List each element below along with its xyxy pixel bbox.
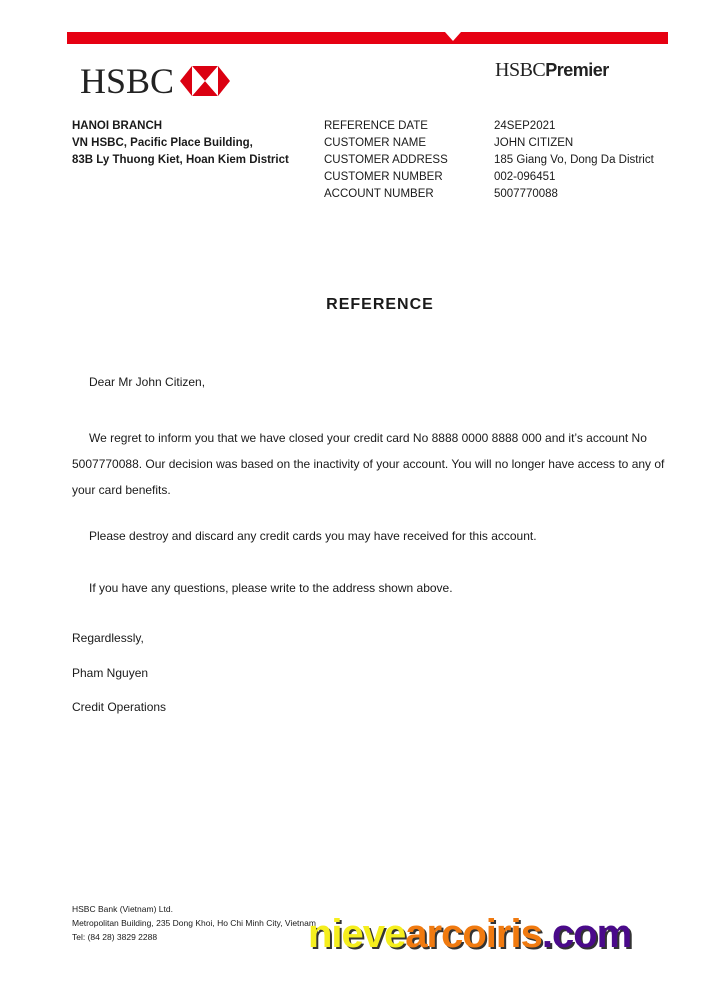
watermark [308,914,631,954]
premier-brand: HSBC [495,59,546,81]
header-red-bar [67,32,668,44]
footer-address-line: Metropolitan Building, 235 Dong Khoi, Ho Chi Minh City, Vietnam [72,918,316,928]
watermark-part-2: arcoiris [405,912,542,956]
premier-suffix: Premier [545,60,609,80]
watermark-part-1: nieve [308,912,406,956]
branch-address-line: VN HSBC, Pacific Place Building, [72,137,253,149]
label-reference-date: REFERENCE DATE [324,120,428,132]
logo-text: HSBC [80,61,175,101]
reference-labels [324,118,448,203]
branch-name: HANOI BRANCH [72,120,163,132]
value-account-number: 5007770088 [494,188,558,200]
value-customer-name: JOHN CITIZEN [494,137,574,149]
hsbc-premier-logo [495,60,609,80]
label-customer-number: CUSTOMER NUMBER [324,171,443,183]
value-reference-date: 24SEP2021 [494,120,556,132]
bar-notch [445,32,461,41]
label-account-number: ACCOUNT NUMBER [324,188,434,200]
signer-name: Pham Nguyen [72,666,149,680]
reference-values [494,118,654,203]
branch-address [72,118,289,169]
salutation: Dear Mr John Citizen, [89,375,206,389]
label-customer-name: CUSTOMER NAME [324,137,427,149]
value-customer-address: 185 Giang Vo, Dong Da District [494,154,654,166]
watermark-part-3: .com [541,912,632,956]
closing: Regardlessly, [72,631,144,645]
hsbc-logo [80,63,230,99]
hsbc-hexagon-icon [180,66,230,96]
signer-department: Credit Operations [72,700,167,714]
footer-phone: Tel: (84 28) 3829 2288 [72,932,158,942]
footer-address [72,902,316,944]
body-paragraph-1: We regret to inform you that we have closed your credit card No 8888 0000 8888 000 and it’s account No 5007770088. Our decision was based on the inactivity of your account. You will no longer have access to any of your card benefits. [72,431,665,497]
value-customer-number: 002-096451 [494,171,556,183]
body-paragraph-3: If you have any questions, please write to the address shown above. [89,581,453,595]
body-paragraph-2: Please destroy and discard any credit cards you may have received for this account. [89,529,537,543]
label-customer-address: CUSTOMER ADDRESS [324,154,448,166]
footer-company: HSBC Bank (Vietnam) Ltd. [72,904,173,914]
letter-title: REFERENCE [326,296,434,313]
branch-address-line: 83B Ly Thuong Kiet, Hoan Kiem District [72,154,289,166]
